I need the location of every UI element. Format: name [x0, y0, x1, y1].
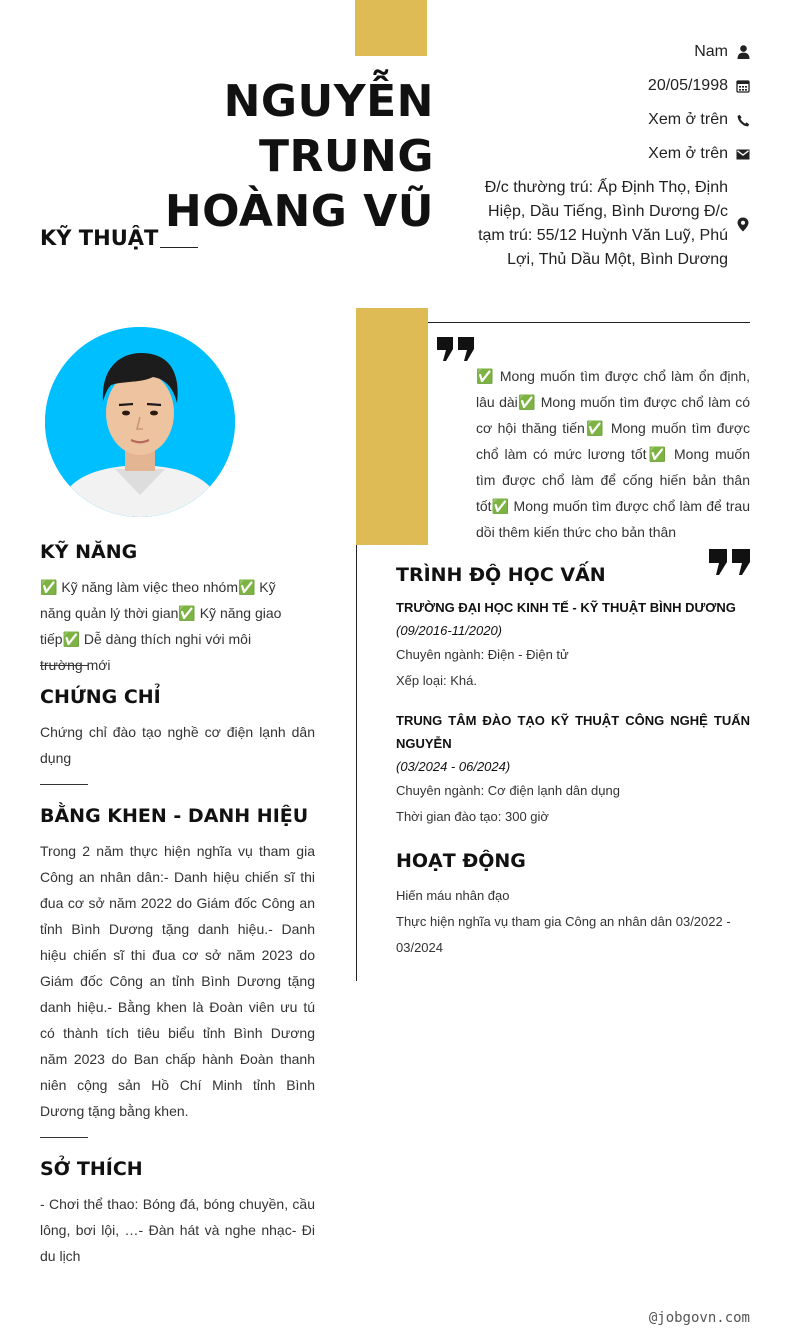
section-divider — [40, 665, 88, 666]
phone-value: Xem ở trên — [648, 111, 728, 128]
activities-heading: HOẠT ĐỘNG — [396, 850, 526, 872]
position-label: KỸ THUẬT — [40, 226, 159, 250]
training-duration: Thời gian đào tạo: 300 giờ — [396, 809, 549, 824]
education-heading: TRÌNH ĐỘ HỌC VẤN — [396, 564, 606, 586]
section-divider — [40, 1137, 88, 1138]
contact-email — [460, 144, 750, 164]
contact-gender — [460, 42, 750, 62]
address-value: Đ/c thường trú: Ấp Định Thọ, Định Hiệp, Dầu Tiếng, Bình Dương Đ/c tạm trú: 55/12 Huỳnh Văn Luỹ, Phú Lợi, Thủ Dầu Một, Bình Dương — [478, 179, 728, 268]
contact-birthday — [460, 76, 750, 96]
quote-icon — [437, 337, 475, 366]
certificates-heading: CHỨNG CHỈ — [40, 686, 161, 708]
position-underline — [160, 247, 198, 248]
envelope-icon — [736, 147, 750, 161]
activities-list — [396, 883, 750, 961]
hobbies-heading: SỞ THÍCH — [40, 1158, 143, 1180]
activity-item: Thực hiện nghĩa vụ tham gia Công an nhân dân 03/2022 - 03/2024 — [396, 914, 731, 955]
contact-phone — [460, 110, 750, 130]
section-divider — [40, 784, 88, 785]
name-line-2: HOÀNG VŨ — [164, 186, 434, 237]
email-value: Xem ở trên — [648, 145, 728, 162]
career-objective: ✅ Mong muốn tìm được chổ làm ổn định, lâu dài✅ Mong muốn tìm được chổ làm có cơ hội thăng tiến✅ Mong muốn tìm được chổ làm có mức lương tốt✅ Mong muốn tìm được chổ làm để cống hiến bản thân tốt✅ Mong muốn tìm được chổ làm để trau dồi thêm kiến thức cho bản thân — [476, 368, 750, 540]
certificates-text: Chứng chỉ đào tạo nghề cơ điện lạnh dân dụng — [40, 724, 315, 766]
name-line-1: NGUYỄN TRUNG — [223, 76, 434, 182]
awards-heading: BẰNG KHEN - DANH HIỆU — [40, 805, 309, 827]
skills-text: ✅ Kỹ năng làm việc theo nhóm✅ Kỹ năng quản lý thời gian✅ Kỹ năng giao tiếp✅ Dễ dàng thích nghi với môi trường mới — [40, 579, 282, 673]
map-pin-icon — [736, 217, 750, 231]
major: Chuyên ngành: Điện - Điện tử — [396, 647, 569, 662]
education-item — [396, 709, 750, 830]
quote-close-icon — [709, 549, 750, 580]
phone-icon — [736, 113, 750, 127]
candidate-name — [40, 74, 434, 239]
major: Chuyên ngành: Cơ điện lạnh dân dụng — [396, 783, 620, 798]
grade: Xếp loại: Khá. — [396, 673, 477, 688]
study-period: (09/2016-11/2020) — [396, 623, 503, 638]
activity-item: Hiến máu nhân đạo — [396, 888, 510, 903]
hobbies-text: - Chơi thể thao: Bóng đá, bóng chuyền, cầu lông, bơi lội, …- Đàn hát và nghe nhạc- Đi du lịch — [40, 1196, 315, 1264]
person-icon — [736, 45, 750, 59]
education-item — [396, 596, 750, 694]
column-divider — [356, 545, 357, 981]
calendar-icon — [736, 79, 750, 93]
skills-heading: KỸ NĂNG — [40, 541, 138, 563]
accent-bar-top — [355, 0, 427, 56]
gender-value: Nam — [694, 43, 728, 60]
birthday-value: 20/05/1998 — [647, 77, 728, 94]
divider-rule — [428, 322, 750, 323]
school-name: TRƯỜNG ĐẠI HỌC KINH TẾ - KỸ THUẬT BÌNH DƯƠNG — [396, 600, 736, 615]
school-name: TRUNG TÂM ĐÀO TẠO KỸ THUẬT CÔNG NGHỆ TUẤN NGUYỄN — [396, 713, 750, 751]
awards-text: Trong 2 năm thực hiện nghĩa vụ tham gia Công an nhân dân:- Danh hiệu chiến sĩ thi đua cơ sở năm 2022 do Giám đốc Công an tỉnh Bình Dương tặng danh hiệu.- Danh hiệu chiến sĩ thi đua cơ sở năm 2023 do Giám đốc Công an tỉnh Bình Dương tặng danh hiệu.- Bằng khen là Đoàn viên ưu tú có thành tích tiêu biểu tỉnh Bình Dương năm 2023 do Ban chấp hành Đoàn thanh niên cộng sản Hồ Chí Minh tỉnh Bình Dương tặng bằng khen. — [40, 843, 315, 1119]
contact-address — [460, 176, 750, 272]
avatar — [45, 327, 235, 517]
job-position — [40, 226, 198, 250]
footer-brand: @jobgovn.com — [648, 1310, 750, 1326]
study-period: (03/2024 - 06/2024) — [396, 759, 511, 774]
accent-block — [356, 308, 428, 545]
